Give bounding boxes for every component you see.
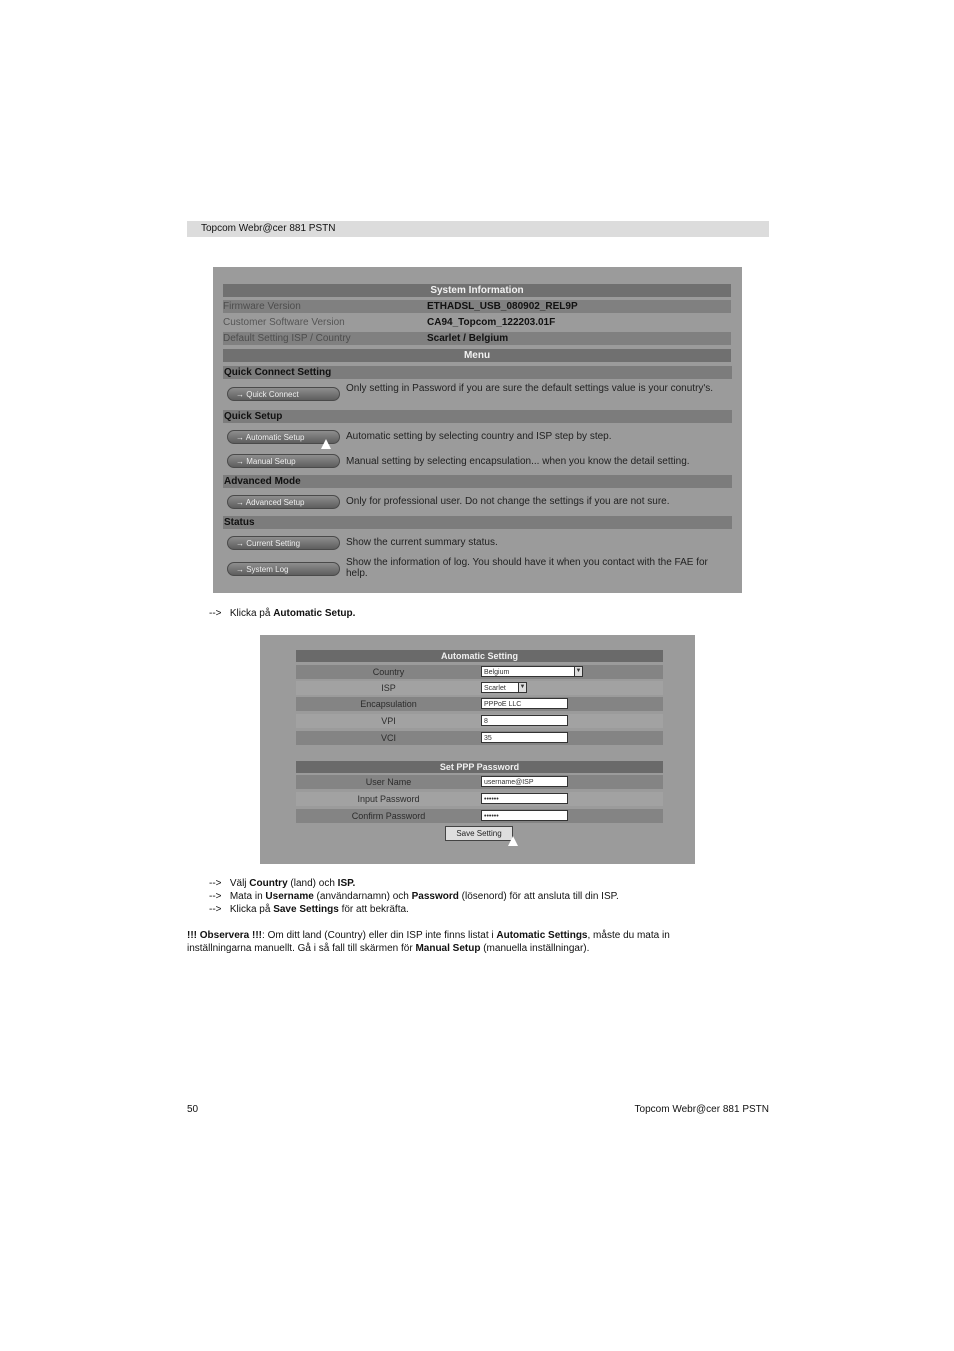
current-setting-description: Show the current summary status.: [346, 537, 498, 548]
default-setting-label: Default Setting ISP / Country: [223, 333, 351, 344]
system-information-title: System Information: [223, 284, 731, 297]
quick-setup-section: Quick Setup: [223, 410, 732, 423]
software-label: Customer Software Version: [223, 317, 345, 328]
caption-text: Klicka på: [229, 608, 274, 619]
arrow-prefix: -->: [209, 878, 222, 889]
instruction-text: Klicka på: [229, 904, 274, 915]
arrow-prefix: -->: [209, 904, 222, 915]
default-setting-value: Scarlet / Belgium: [427, 333, 509, 344]
automatic-setting-screenshot: [260, 635, 695, 864]
confirm-password-label: Confirm Password: [351, 811, 426, 821]
status-section: Status: [223, 516, 732, 529]
username-label: User Name: [365, 777, 412, 787]
isp-label: ISP: [381, 683, 396, 693]
instruction-text: för att bekräfta.: [338, 904, 409, 915]
quick-connect-description: Only setting in Password if you are sure the default settings value is your conutry's.: [346, 383, 714, 394]
instruction-text: (användarnamn) och: [313, 891, 412, 902]
instruction-text: Mata in: [229, 891, 266, 902]
footer-title: Topcom Webr@cer 881 PSTN: [634, 1104, 769, 1115]
system-log-description: Show the information of log. You should have it when you contact with the FAE for help.: [346, 557, 708, 579]
username-field[interactable]: username@ISP: [481, 776, 568, 787]
instruction-bold: Country: [249, 878, 288, 889]
confirm-password-field[interactable]: ••••••: [481, 810, 568, 821]
vci-row: [296, 731, 663, 745]
vpi-row: [296, 714, 663, 728]
chevron-down-icon: ▼: [574, 666, 583, 677]
instruction-bold: Password: [411, 891, 459, 902]
arrow-prefix: -->: [209, 891, 222, 902]
ppp-password-title: Set PPP Password: [296, 761, 663, 773]
system-log-button[interactable]: → System Log: [227, 562, 340, 576]
firmware-value: ETHADSL_USB_080902_REL9P: [427, 301, 578, 312]
instruction-3: [209, 904, 409, 915]
current-setting-button[interactable]: → Current Setting: [227, 536, 340, 550]
advanced-setup-button[interactable]: → Advanced Setup: [227, 495, 340, 509]
vci-label: VCI: [380, 733, 396, 743]
instruction-text: Välj: [229, 878, 250, 889]
vci-field[interactable]: 35: [481, 732, 568, 743]
automatic-setup-description: Automatic setting by selecting country and ISP step by step.: [346, 431, 612, 442]
running-header: [187, 221, 769, 237]
country-select[interactable]: [481, 666, 583, 677]
menu-title: Menu: [223, 349, 731, 362]
encapsulation-row: [296, 697, 663, 711]
software-value: CA94_Topcom_122203.01F: [427, 317, 556, 328]
caption-bold: Automatic Setup.: [273, 608, 356, 619]
chevron-down-icon: ▼: [518, 682, 527, 693]
instruction-text: (lösenord) för att ansluta till din ISP.: [458, 891, 619, 902]
vpi-field[interactable]: 8: [481, 715, 568, 726]
manual-setup-description: Manual setting by selecting encapsulation... when you know the detail setting.: [346, 456, 690, 467]
note-bold: !!! Observera !!!: [187, 930, 263, 941]
page-number: 50: [187, 1104, 199, 1115]
instruction-bold: Save Settings: [273, 904, 339, 915]
isp-select[interactable]: [481, 682, 527, 693]
pointer-cursor-icon: [508, 836, 518, 846]
password-row: [296, 792, 663, 806]
advanced-mode-section: Advanced Mode: [223, 475, 732, 488]
username-row: [296, 775, 663, 789]
encapsulation-label: Encapsulation: [360, 699, 417, 709]
country-row: [296, 665, 663, 679]
encapsulation-field[interactable]: PPPoE LLC: [481, 698, 568, 709]
automatic-setup-button[interactable]: → Automatic Setup: [227, 430, 340, 444]
note-bold: Manual Setup: [415, 943, 481, 954]
country-label: Country: [372, 667, 405, 677]
quick-connect-button[interactable]: → Quick Connect: [227, 387, 340, 401]
automatic-setting-title: Automatic Setting: [296, 650, 663, 662]
note-text: : Om ditt land (Country) eller din ISP inte finns listat i: [262, 930, 497, 941]
password-label: Input Password: [357, 794, 420, 804]
menu-screenshot: [213, 267, 742, 593]
instruction-1: [209, 878, 355, 889]
software-row: [223, 316, 731, 329]
password-field[interactable]: ••••••: [481, 793, 568, 804]
quick-connect-section: Quick Connect Setting: [223, 366, 732, 379]
instruction-2: [209, 891, 619, 902]
header-title: Topcom Webr@cer 881 PSTN: [201, 223, 336, 234]
note-text: (manuella inställningar).: [480, 943, 590, 954]
vpi-label: VPI: [381, 716, 396, 726]
note-bold: Automatic Settings: [496, 930, 588, 941]
confirm-password-row: [296, 809, 663, 823]
manual-setup-button[interactable]: → Manual Setup: [227, 454, 340, 468]
isp-select-value: Scarlet: [484, 685, 506, 692]
firmware-row: [223, 300, 731, 313]
note-paragraph: [187, 929, 670, 955]
caption-automatic-setup: [209, 608, 355, 619]
save-setting-button[interactable]: Save Setting: [445, 826, 513, 841]
note-text: , måste du mata in: [587, 930, 670, 941]
instruction-bold: ISP.: [337, 878, 356, 889]
isp-row: [296, 681, 663, 695]
default-setting-row: [223, 332, 731, 345]
arrow-prefix: -->: [209, 608, 222, 619]
firmware-label: Firmware Version: [223, 301, 301, 312]
country-select-value: Belgium: [484, 669, 510, 676]
instruction-text: (land) och: [287, 878, 338, 889]
pointer-cursor-icon: [321, 439, 331, 449]
note-text: inställningarna manuellt. Gå i så fall till skärmen för: [187, 943, 416, 954]
advanced-setup-description: Only for professional user. Do not change the settings if you are not sure.: [346, 496, 670, 507]
instruction-bold: Username: [265, 891, 314, 902]
